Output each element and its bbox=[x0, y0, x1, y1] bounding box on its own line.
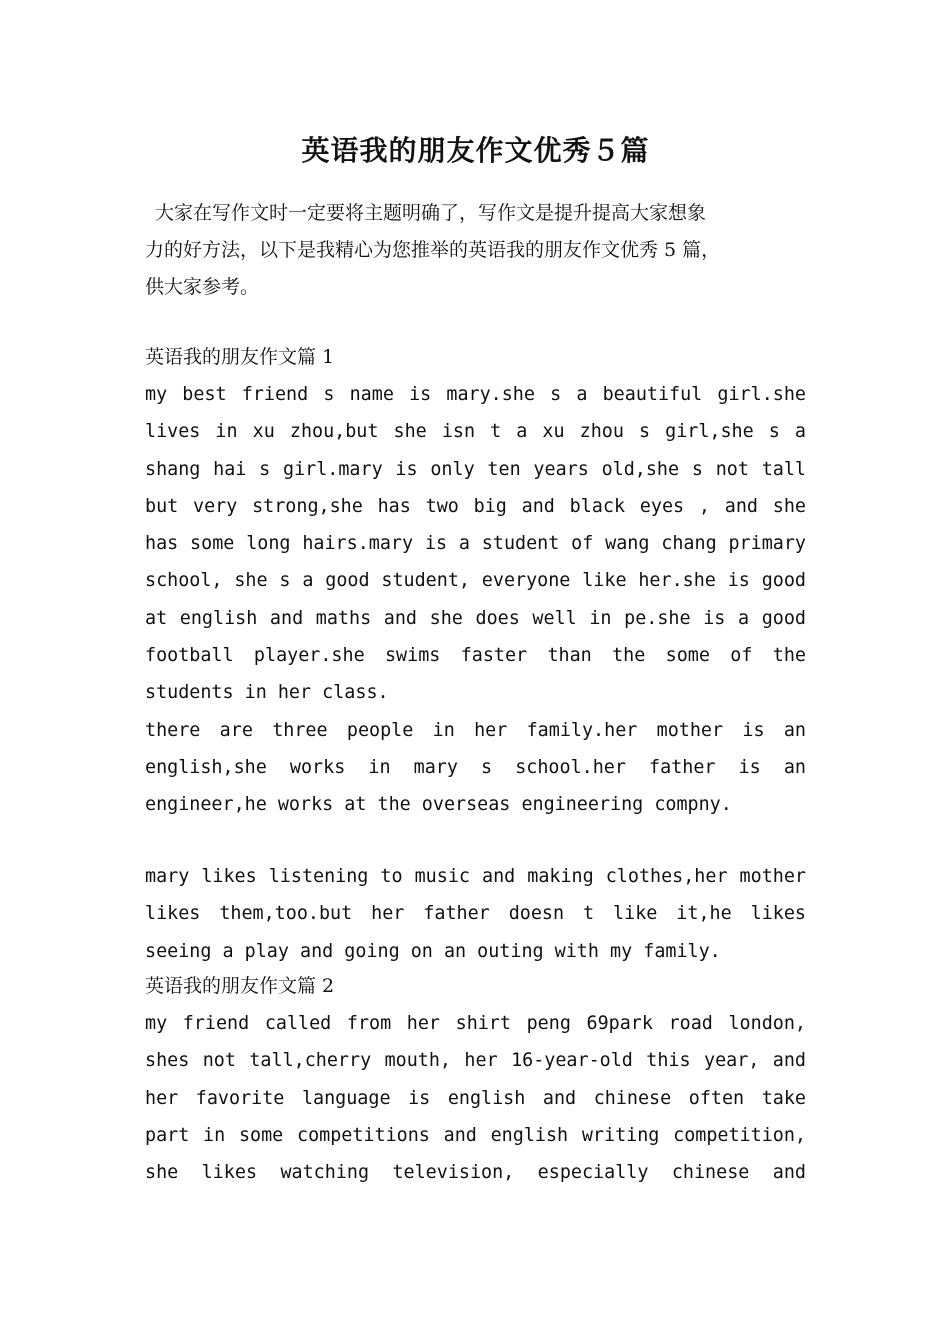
intro-line: 供大家参考。 bbox=[145, 276, 260, 298]
text-line: shes not tall,cherry mouth, her 16-year-old this year, and bbox=[145, 1050, 806, 1072]
text-line: seeing a play and going on an outing with my family. bbox=[145, 940, 721, 962]
intro-line: 力的好方法，以下是我精心为您推举的英语我的朋友作文优秀 5 篇， bbox=[145, 239, 721, 261]
document-title: 英语我的朋友作文优秀５篇 bbox=[301, 134, 650, 167]
text-line: her favorite language is english and chinese often take bbox=[145, 1087, 806, 1109]
essay-2-heading: 英语我的朋友作文篇 2 bbox=[145, 975, 335, 997]
intro-line: 大家在写作文时一定要将主题明确了，写作文是提升提高大家想象 bbox=[155, 202, 707, 224]
essay-1 bbox=[145, 339, 806, 824]
text-line: part in some competitions and english writing competition, bbox=[145, 1124, 806, 1146]
text-line: lives in xu zhou,but she isn t a xu zhou s girl,she s a bbox=[145, 421, 806, 443]
text-line: she likes watching television, especially chinese and bbox=[145, 1162, 806, 1184]
text-line: has some long hairs.mary is a student of wang chang primary bbox=[145, 533, 806, 555]
text-line: shang hai s girl.mary is only ten years old,she s not tall bbox=[145, 458, 806, 480]
text-line: at english and maths and she does well in pe.she is a good bbox=[145, 607, 806, 629]
essay-1-heading: 英语我的朋友作文篇 1 bbox=[145, 346, 335, 368]
essay-2-paragraph-1 bbox=[145, 1005, 806, 1191]
text-line: mary likes listening to music and making clothes,her mother bbox=[145, 866, 806, 887]
essay-1-paragraph-3 bbox=[145, 858, 806, 970]
essay-1-paragraph-2 bbox=[145, 712, 806, 824]
text-line: school, she s a good student, everyone like her.she is good bbox=[145, 570, 806, 592]
intro-paragraph bbox=[145, 195, 806, 306]
essay-2 bbox=[145, 968, 806, 1191]
text-line: there are three people in her family.her mother is an bbox=[145, 719, 806, 741]
text-line: students in her class. bbox=[145, 682, 389, 704]
text-line: engineer,he works at the overseas engineering compny. bbox=[145, 794, 732, 816]
text-line: my best friend s name is mary.she s a beautiful girl.she bbox=[145, 384, 806, 405]
essay-1-paragraph-1 bbox=[145, 376, 806, 712]
text-line: english,she works in mary s school.her father is an bbox=[145, 756, 806, 778]
text-line: likes them,too.but her father doesn t like it,he likes bbox=[145, 903, 806, 925]
text-line: football player.she swims faster than the some of the bbox=[145, 645, 806, 667]
text-line: but very strong,she has two big and black eyes , and she bbox=[145, 495, 806, 517]
text-line: my friend called from her shirt peng 69park road london, bbox=[145, 1013, 806, 1034]
